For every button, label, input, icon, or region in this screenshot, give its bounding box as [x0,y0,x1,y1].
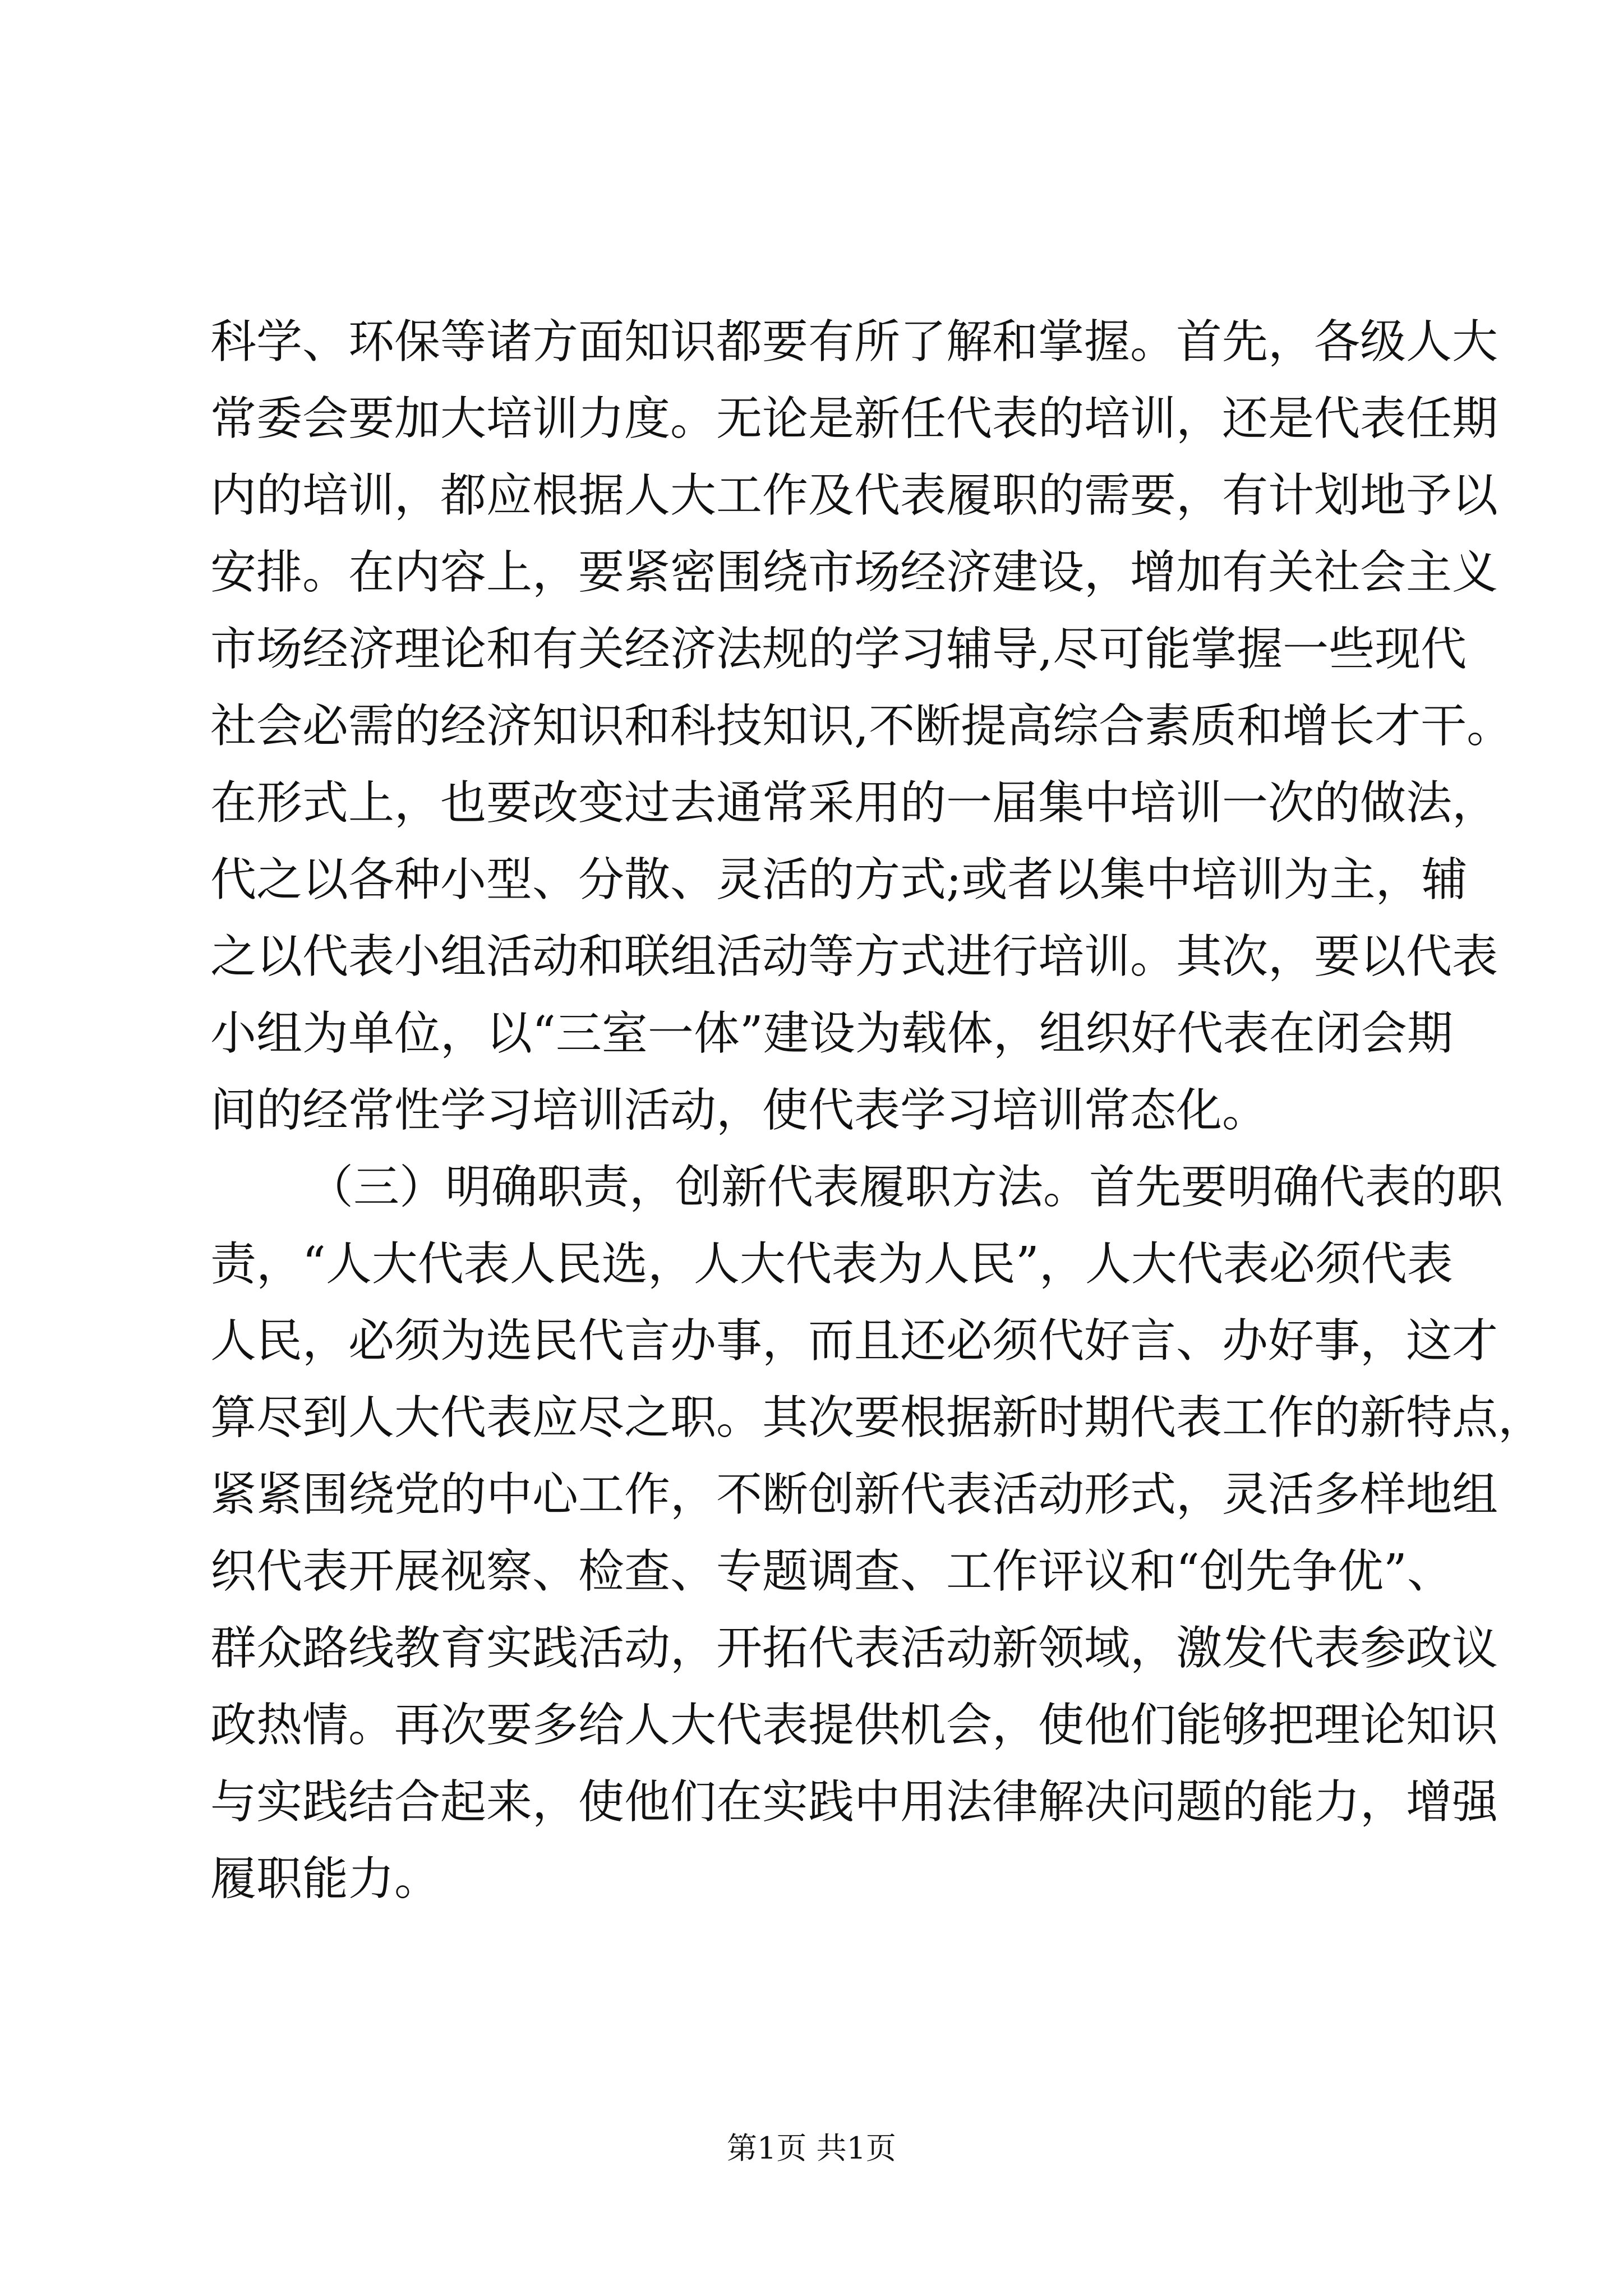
section-heading-line: （三）明确职责，创新代表履职方法。首先要明确代表的职 [307,1161,1504,1214]
text-line: 小组为单位，以“三室一体”建设为载体，组织好代表在闭会期 [210,1007,1453,1060]
text-line: 科学、环保等诸方面知识都要有所了解和掌握。首先，各级人大 [210,315,1498,369]
text-line: 织代表开展视察、检查、专题调查、工作评议和“创先争优”、 [210,1545,1453,1598]
text-line: 常委会要加大培训力度。无论是新任代表的培训，还是代表任期 [210,392,1498,445]
text-line: 内的培训，都应根据人大工作及代表履职的需要，有计划地予以 [210,469,1498,522]
text-line: 代之以各种小型、分散、灵活的方式;或者以集中培训为主，辅 [210,853,1468,907]
text-line: 安排。在内容上，要紧密围绕市场经济建设，增加有关社会主义 [210,546,1498,599]
text-line: 间的经常性学习培训活动，使代表学习培训常态化。 [210,1084,1269,1137]
page-footer: 第1页 共1页 [727,2131,896,2166]
text-line: 算尽到人大代表应尽之职。其次要根据新时期代表工作的新特点， [210,1391,1544,1444]
text-line: 紧紧围绕党的中心工作，不断创新代表活动形式，灵活多样地组 [210,1468,1498,1521]
text-line: 市场经济理论和有关经济法规的学习辅导,尽可能掌握一些现代 [210,623,1467,676]
text-line: 责，“人大代表人民选，人大代表为人民”，人大代表必须代表 [210,1237,1453,1291]
text-line: 人民，必须为选民代言办事，而且还必须代好言、办好事，这才 [210,1314,1498,1368]
text-line: 之以代表小组活动和联组活动等方式进行培训。其次，要以代表 [210,930,1498,983]
text-line: 履职能力。 [210,1852,441,1906]
text-line: 与实践结合起来，使他们在实践中用法律解决问题的能力，增强 [210,1775,1498,1829]
text-line: 在形式上，也要改变过去通常采用的一届集中培训一次的做法， [210,776,1498,830]
text-line: 群众路线教育实践活动，开拓代表活动新领域，激发代表参政议 [210,1622,1498,1675]
text-line: 社会必需的经济知识和科技知识,不断提高综合素质和增长才干。 [210,700,1513,753]
text-line: 政热情。再次要多给人大代表提供机会，使他们能够把理论知识 [210,1699,1498,1752]
